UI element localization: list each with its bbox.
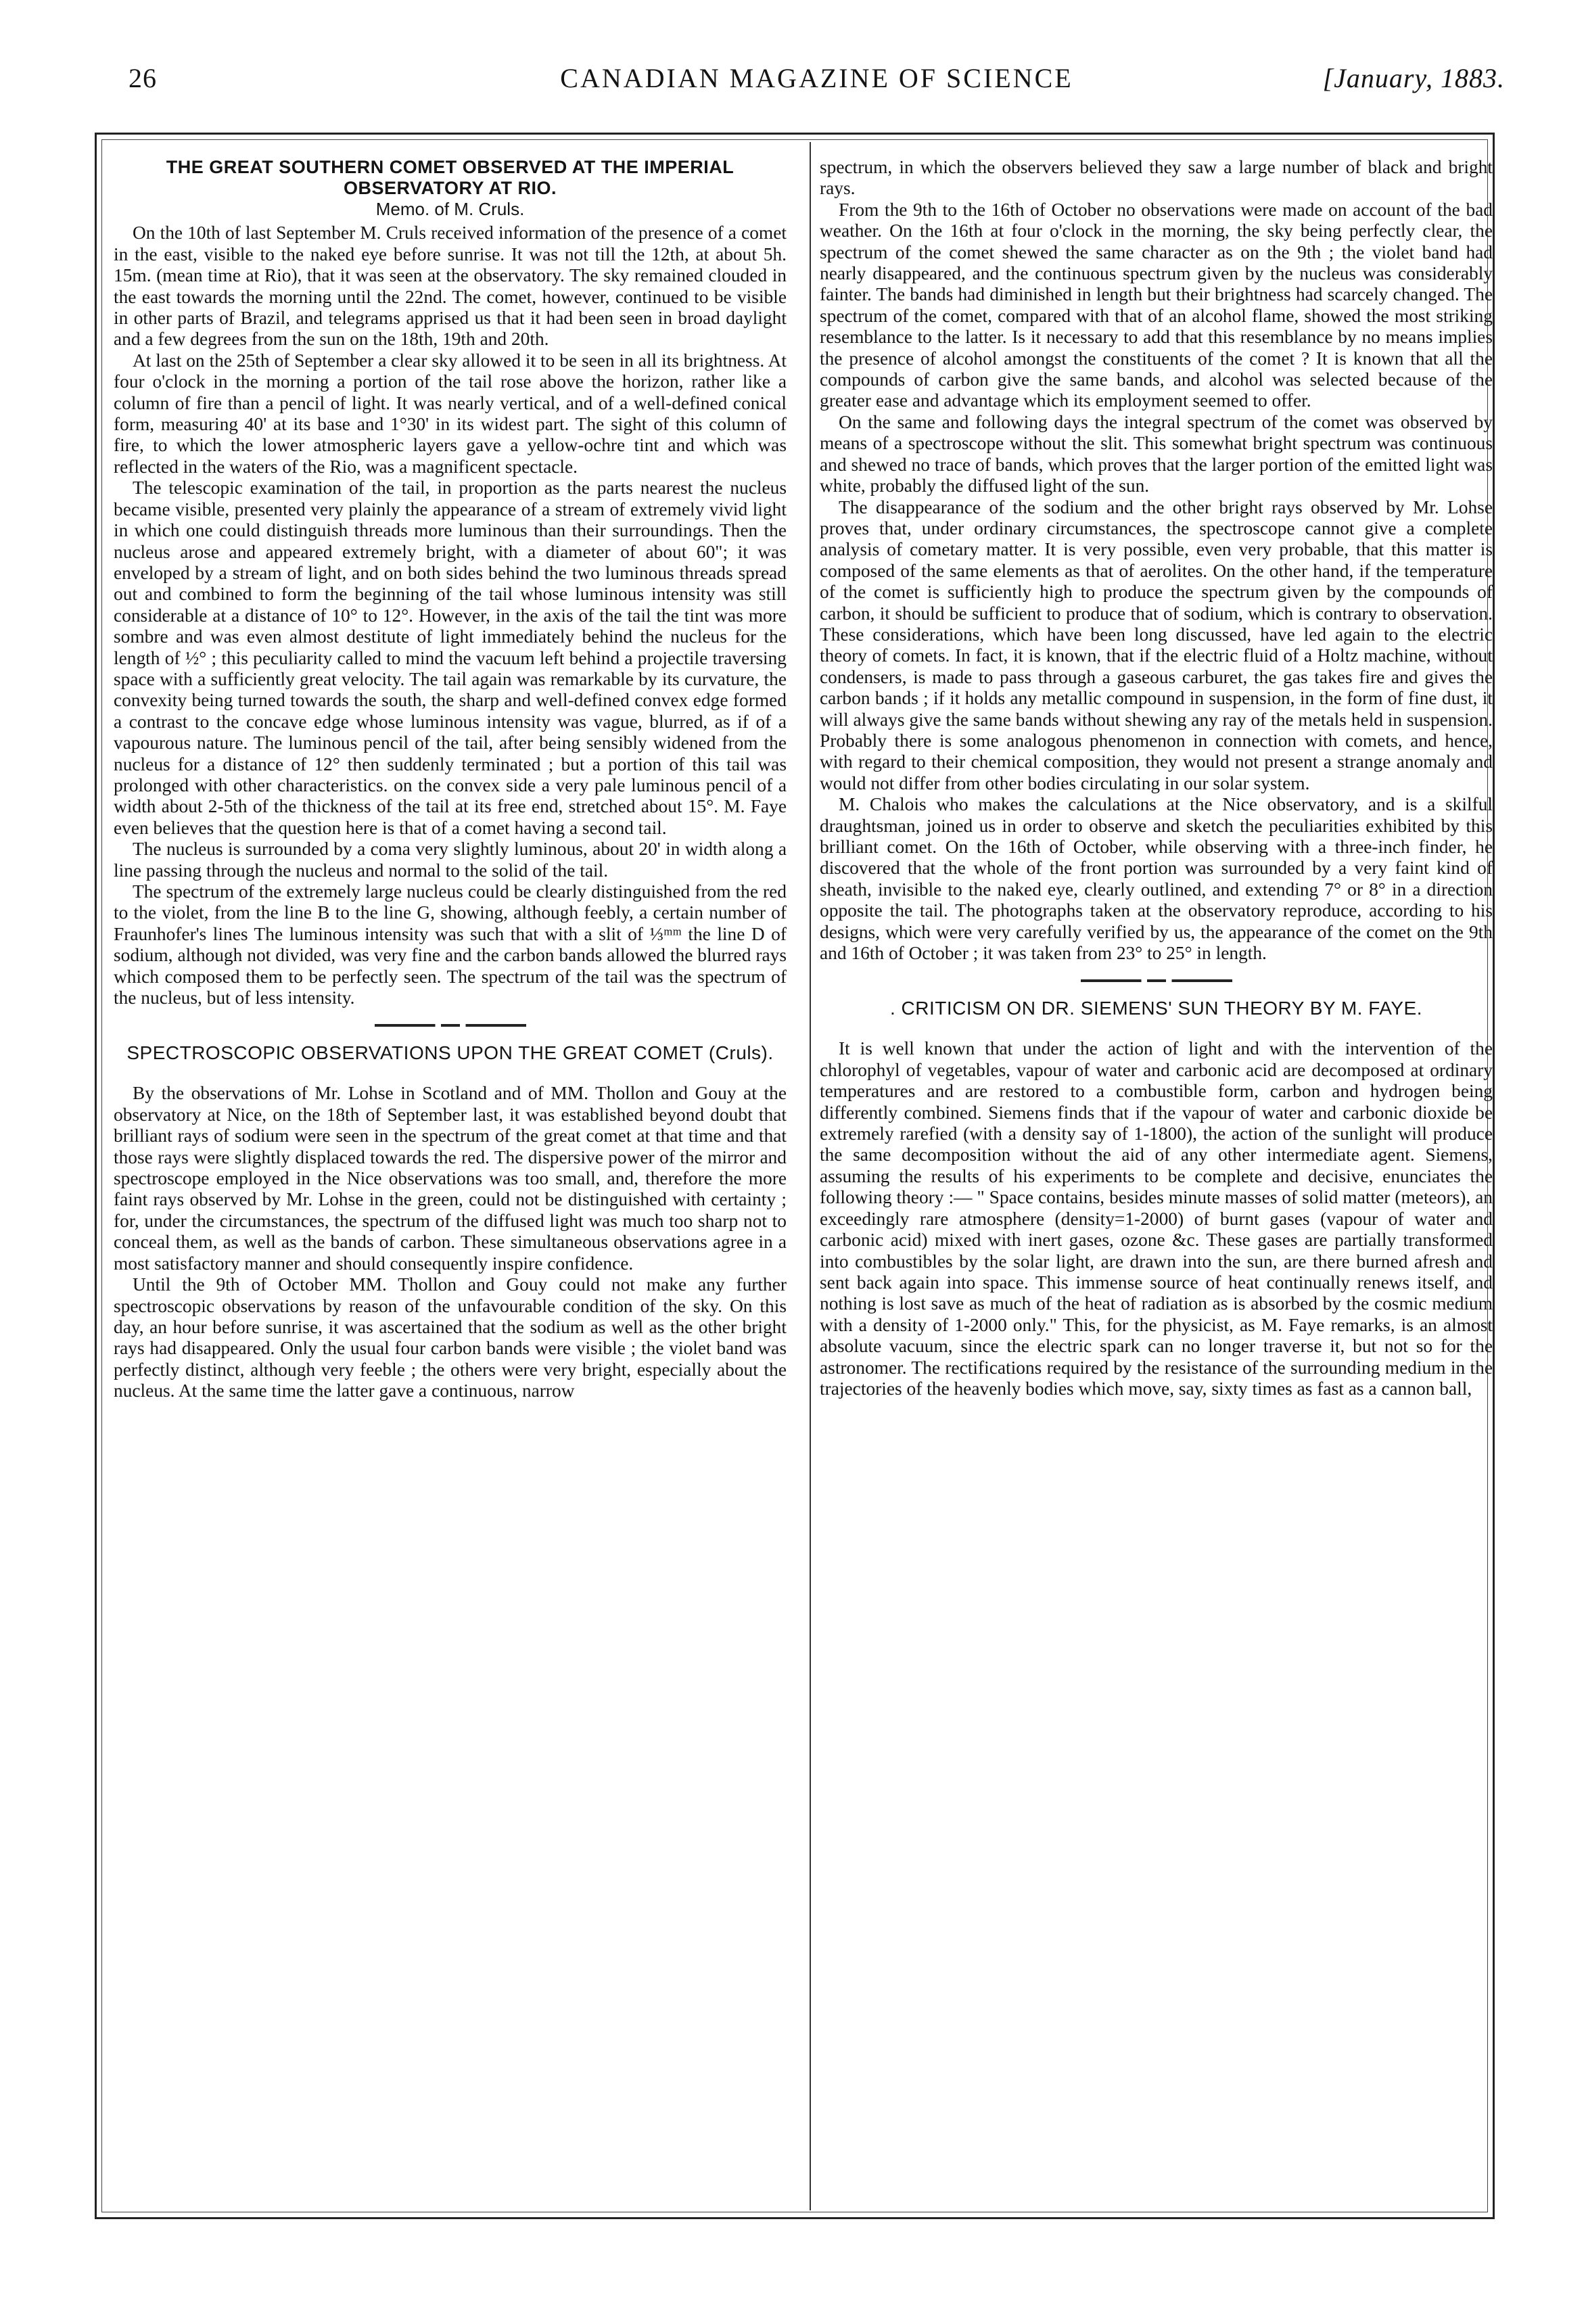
paragraph: From the 9th to the 16th of October no observations were made on account of the bad weather. On the 16th at four o'clock in the morning, the sky being perfectly clear, the spectrum of the comet shewed the same character as on the 9th ; the violet band had nearly disappeared, and the continuous spectrum given by the nucleus was considerably fainter. The bands had diminished in length but their brightness had scarcely changed. The spectrum of the comet, compared with that of an alcohol flame, showed the most striking resemblance to the latter. Is it necessary to add that this resemblance by no means implies the presence of alcohol amongst the constituents of the comet ? It is known that all the compounds of carbon give the same bands, and alcohol was selected because of the greater ease and advantage which its employment seemed to offer. [820,199,1493,411]
article-great-southern-comet [114,157,787,1008]
page-number: 26 [129,63,157,93]
right-column [820,157,1493,2200]
paragraph: The spectrum of the extremely large nucleus could be clearly distinguished from the red to the violet, from the line B to the line G, showing, although feebly, a certain number of Fraunhofer's lines The luminous intensity was such that with a slit of ⅓ᵐᵐ the line D of sodium, although not divided, was very fine and the carbon bands allowed the blurred rays which composed them to be perfectly seen. The spectrum of the tail was the spectrum of the nucleus, but of less intensity. [114,881,787,1008]
column-rule [810,142,811,2210]
article-spectroscopic-observations [114,1042,787,1401]
journal-title: CANADIAN MAGAZINE OF SCIENCE [560,63,1073,93]
issue-date: [January, 1883. [1322,63,1505,93]
paragraph: By the observations of Mr. Lohse in Scotland and of MM. Thollon and Gouy at the observatory at Nice, on the 18th of September last, it was established beyond doubt that brilliant rays of sodium were seen in the spectrum of the great comet at that time and that those rays were slightly displaced towards the red. The dispersive power of the mirror and spectroscope employed in the Nice observations was too small, and, therefore the more faint rays observed by Mr. Lohse in the green, could not be distinguished with certainty ; for, under the circumstances, the spectrum of the diffused light was much too sharp not to conceal them, as well as the bands of carbon. These simultaneous observations agree in a most satisfactory manner and should consequently inspire confidence. [114,1083,787,1274]
paragraph: M. Chalois who makes the calculations at the Nice observatory, and is a skilful draughtsman, joined us in order to observe and sketch the peculiarities exhibited by this brilliant comet. On the 16th of October, while observing with a three-inch finder, he discovered that the whole of the front portion was surrounded by a very faint kind of sheath, invisible to the naked eye, clearly outlined, and extending 7° or 8° in a direction opposite the tail. The photographs taken at the observatory reproduce, according to his designs, which were very carefully verified by us, the appearance of the comet on the 9th and 16th of October ; it was taken from 23° to 25° in length. [820,794,1493,964]
article-continuation [820,157,1493,964]
article-title: SPECTROSCOPIC OBSERVATIONS UPON THE GREAT COMET (Cruls). [126,1042,774,1064]
section-divider-ornament [114,1008,787,1042]
section-divider-ornament [820,964,1493,998]
paragraph: On the same and following days the integral spectrum of the comet was observed by means of a spectroscope without the slit. This somewhat bright spectrum was continuous and shewed no trace of bands, which proves that the larger portion of the emitted light was white, probably the diffused light of the sun. [820,411,1493,496]
article-title: THE GREAT SOUTHERN COMET OBSERVED AT THE IMPERIAL OBSERVATORY AT RIO. [166,157,734,198]
running-head [129,62,1505,103]
paragraph: The disappearance of the sodium and the other bright rays observed by Mr. Lohse proves that, under ordinary circumstances, the spectroscope cannot give a complete analysis of cometary matter. It is very possible, even very probable, that this matter is composed of the same elements as that of aerolites. On the other hand, if the temperature of the comet is sufficiently high to produce the spectrum given by the compounds of carbon, it should be sufficient to produce that of sodium, which is contrary to observation. These considerations, which have been long discussed, have led again to the electric theory of comets. In fact, it is known, that if the electric fluid of a Holtz machine, without condensers, is made to pass through a gaseous carburet, the gas takes fire and gives the carbon bands ; if it holds any metallic compound in suspension, in the form of fine dust, it will always give the same bands without shewing any ray of the metals held in suspension. Probably there is some analogous phenomenon in connection with comets, and hence, with regard to their chemical composition, they would not present a strange anomaly and would not differ from other bodies circulating in our solar system. [820,496,1493,793]
left-column [114,157,787,2200]
paragraph: On the 10th of last September M. Cruls received information of the presence of a comet in the east, visible to the naked eye before sunrise. It was not till the 12th, at about 5h. 15m. (mean time at Rio), that it was seen at the observatory. The sky remained clouded in the east towards the morning until the 22nd. The comet, however, continued to be visible in other parts of Brazil, and telegrams apprised us that it had been seen in broad daylight and a few degrees from the sun on the 18th, 19th and 20th. [114,223,787,350]
article-byline: Memo. of M. Cruls. [375,199,525,219]
article-siemens-sun-theory [820,998,1493,1399]
paragraph: It is well known that under the action of light and with the intervention of the chlorophyl of vegetables, vapour of water and carbonic acid are decomposed at ordinary temperatures and are restored to a combustible form, carbon and hydrogen being differently combined. Siemens finds that if the vapour of water and carbonic dioxide be extremely rarefied (with a density say of 1-1800), the action of the sunlight will produce the same decomposition without the aid of any other intermediate agent. Siemens, assuming the results of his experiments to be complete and decisive, enunciates the following theory :— " Space contains, besides minute masses of solid matter (meteors), an exceedingly rare atmosphere (density=1-2000) of burnt gases (vapour of water and carbonic acid) mixed with inert gases, ozone &c. These gases are partially transformed into combustibles by the solar light, are drawn into the sun, are there burned afresh and sent back again into space. This immense source of heat continually renews itself, and nothing is lost save as much of the heat of radiation as is absorbed by the cosmic medium with a density of 1-2000 only." This, for the physicist, as M. Faye remarks, is an almost absolute vacuum, since the electric spark can no longer traverse it, but not so for the astronomer. The rectifications required by the resistance of the surrounding medium in the trajectories of the heavenly bodies which move, say, sixty times as fast as a cannon ball, [820,1038,1493,1399]
paragraph: At last on the 25th of September a clear sky allowed it to be seen in all its brightness. At four o'clock in the morning a portion of the tail rose above the horizon, rather like a column of fire than a pencil of light. It was nearly vertical, and of a well-defined conical form, measuring 40' at its base and 1°30' in its widest part. The sight of this column of fire, to which the lower atmospheric layers gave a yellow-ochre tint and which was reflected in the waters of the Rio, was a magnificent spectacle. [114,350,787,477]
paragraph: The nucleus is surrounded by a coma very slightly luminous, about 20' in width along a line passing through the nucleus and normal to the solid of the tail. [114,839,787,881]
paragraph: The telescopic examination of the tail, in proportion as the parts nearest the nucleus became visible, presented very plainly the appearance of a stream of extremely vivid light in which one could distinguish threads more luminous than their surroundings. Then the nucleus arose and appeared extremely bright, with a diameter of about 60"; it was enveloped by a stream of light, and on both sides behind the two luminous threads spread out and combined to form the beginning of the tail whose luminous intensity was still considerable at a distance of 10° to 12°. However, in the axis of the tail the tint was more sombre and was even almost destitute of light immediately behind the nucleus for the length of ½° ; this peculiarity called to mind the vacuum left behind a projectile traversing space with a sufficiently great velocity. The tail again was remarkable by its curvature, the convexity being turned towards the south, the sharp and well-defined convex edge formed a contrast to the concave edge whose luminous intensity was vague, blurred, as if of a vapourous nature. The luminous pencil of the tail, after being sensibly widened from the nucleus for a distance of 12° then suddenly terminated ; but a portion of this tail was prolonged with other characteristics. on the convex side a very pale luminous pencil of a width about 2-5th of the thickness of the tail at its free end, stretched about 15°. M. Faye even believes that the question here is that of a comet having a second tail. [114,478,787,838]
paragraph: Until the 9th of October MM. Thollon and Gouy could not make any further spectroscopic observations by reason of the unfavourable condition of the sky. On this day, an hour before sunrise, it was ascertained that the sodium as well as the other bright rays had disappeared. Only the usual four carbon bands were visible ; the violet band was perfectly distinct, although very feeble ; the others were very bright, especially about the nucleus. At the same time the latter gave a continuous, narrow [114,1274,787,1401]
article-title: . CRITICISM ON DR. SIEMENS' SUN THEORY BY M. FAYE. [889,998,1422,1019]
paragraph: spectrum, in which the observers believed they saw a large number of black and bright rays. [820,157,1493,199]
